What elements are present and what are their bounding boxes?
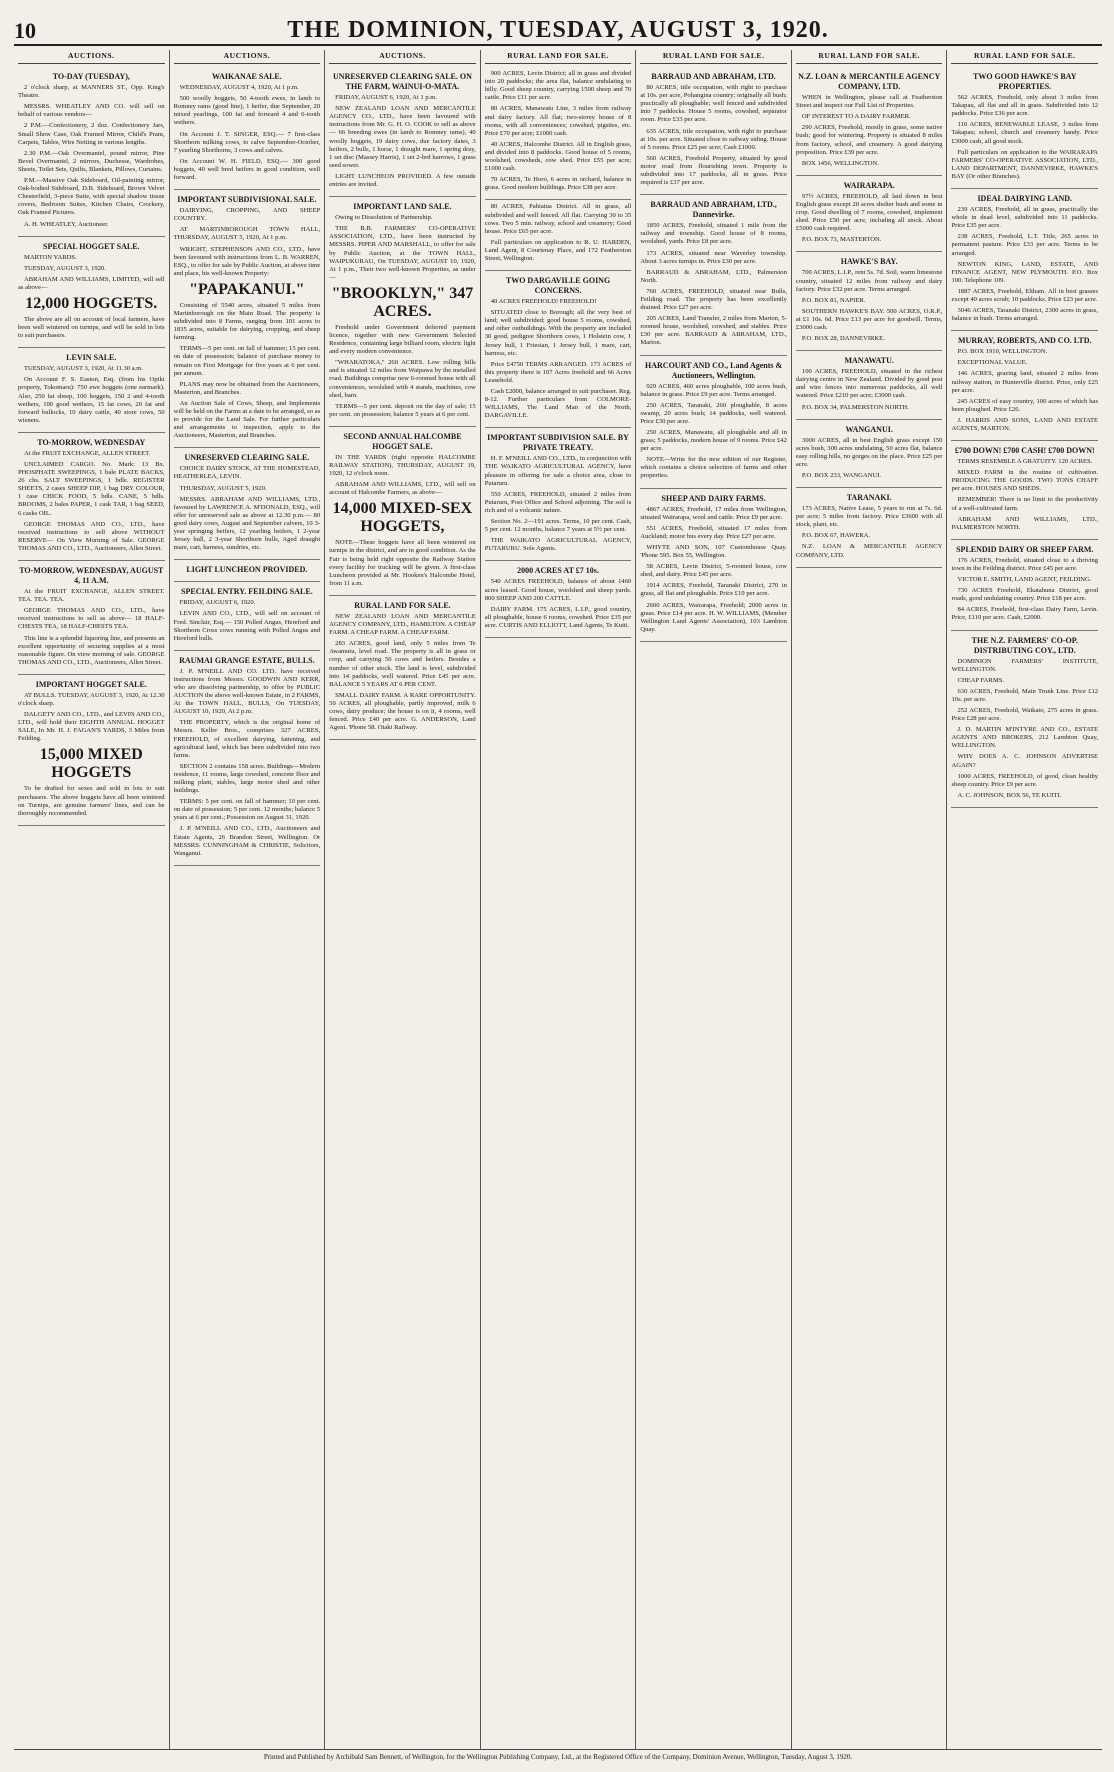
advertisement (640, 356, 787, 489)
ad-paragraph: VICTOR E. SMITH, LAND AGENT, FEILDING. (957, 576, 1092, 584)
ad-title: SPECIAL ENTRY. FEILDING SALE. (181, 587, 313, 597)
ad-paragraph: H. F. M'NEILL AND CO., LTD., in conjunction with THE WAIKATO AGRICULTURAL AGENCY, have pleasure in offering for sale a choice area, close to Putaruru. (484, 455, 632, 487)
ad-paragraph: 97½ ACRES, FREEHOLD, all laid down in best English grass except 20 acres shelter bush and some in crop. Good dwelling of 7 rooms, cowshed, implement shed. Price £50 per acre, including all stock. About £5000 cash required. (795, 192, 943, 233)
ad-title: TWO GOOD HAWKE'S BAY PROPERTIES. (973, 72, 1077, 92)
ad-paragraph: MIXED FARM in the routine of cultivation. PRODUCING THE GOODS. TWO TONS CHAFF per acre. HOUSES AND SHEDS. (951, 469, 1099, 493)
ad-paragraph: 4867 ACRES, Freehold, 17 miles from Wellington, situated Wairarapa, wool and cattle. Price £9 per acre. (640, 505, 787, 521)
ad-headline: 15,000 MIXED HOGGETS (39, 746, 143, 782)
advertisement (951, 331, 1098, 441)
ad-paragraph: 1914 ACRES, Freehold, Taranaki District, 270 in grass, all flat and ploughable. Price £19 per acre. (640, 582, 787, 598)
advertisement (18, 67, 165, 237)
advertisement (174, 67, 321, 190)
ad-paragraph: WEDNESDAY, AUGUST 4, 1920, At 1 p.m. (179, 84, 299, 92)
ad-paragraph: P.O. BOX 73, MASTERTON. (801, 236, 882, 244)
ad-title: HARCOURT AND CO., Land Agents & Auctioneers, Wellington. (645, 360, 783, 380)
ad-title: £700 DOWN! £700 CASH! £700 DOWN! (954, 446, 1095, 456)
ad-paragraph: On Account J. T. SINGER, ESQ.— 7 first-class Shorthorn milking cows, to calve September-October, 7 yearling Shorthorns, 3 cows and calves. (173, 130, 321, 154)
ad-paragraph: The above are all on account of local farmers, have been well wintered on turnips, and will be sold in lots to suit purchasers. (18, 315, 165, 340)
ad-paragraph: 760 ACRES, FREEHOLD, situated near Bulls, Feilding road. The property has been excellently drained. Price £27 per acre. (640, 287, 787, 312)
advertisement (796, 252, 943, 351)
ad-paragraph: P.O. BOX 81, NAPIER. (801, 296, 866, 304)
imprint-footer: Printed and Published by Archibald Sam Bennett, of Wellington, for the Wellington Publishing Company, Ltd., at the Registered Office of the Company, Dominion Avenue, Wellington, Tuesday, August 3, 1920. (14, 1749, 1102, 1762)
ad-paragraph: 900 ACRES, Levin District; all in grass and divided into 20 paddocks; the area flat, balance undulating to hilly. Good sheep country, carrying 1500 sheep and 70 cattle. Price £11 per acre. (484, 70, 632, 102)
ad-paragraph: 40 ACRES, Halcombe District. All in English grass, and divided into 8 paddocks. Good house of 5 rooms, woolshed, cowsheds, cow shed. Price £55 per acre; £1000 cash. (484, 140, 632, 173)
advertisement (951, 67, 1098, 189)
ad-title: IMPORTANT LAND SALE. (353, 202, 452, 212)
ad-paragraph: MESSRS. WHEATLEY AND CO. will sell on behalf of various vendors— (18, 103, 165, 119)
ad-paragraph: 562 ACRES, Freehold, only about 3 miles from Takapau, all flat and all in grass. Subdivided into 12 paddocks. Price £36 per acre. (951, 94, 1099, 118)
ad-title: BARRAUD AND ABRAHAM, LTD. (651, 72, 776, 82)
ad-paragraph: FRIDAY, AUGUST 6, 1920. (179, 599, 256, 607)
ad-paragraph: NEWTON KING, LAND, ESTATE, AND FINANCE AGENT, NEW PLYMOUTH. P.O. Box 100. Telephone 109. (951, 260, 1099, 284)
ad-title: IMPORTANT SUBDIVISION SALE. BY PRIVATE TREATY. (487, 433, 629, 453)
column-heading: RURAL LAND FOR SALE. (796, 50, 943, 64)
ad-paragraph: 58 ACRES, Levin District, 5-roomed house, cow shed, and dairy. Price £45 per acre. (640, 563, 787, 579)
ad-body (640, 222, 787, 347)
ad-paragraph: ABRAHAM AND WILLIAMS, LTD., PALMERSTON NORTH. (951, 515, 1099, 531)
ad-title: LIGHT LUNCHEON PROVIDED. (186, 565, 308, 575)
column-heading: AUCTIONS. (329, 50, 476, 64)
column-heading: AUCTIONS. (18, 50, 165, 64)
ad-paragraph: PLANS may now be obtained from the Auctioneers, Masterton, and Branches. (173, 380, 321, 396)
ad-title: IMPORTANT SUBDIVISIONAL SALE. (177, 195, 317, 205)
column-7 (946, 50, 1102, 1750)
advertisement (796, 488, 943, 568)
ad-paragraph: 146 ACRES, grazing land, situated 2 miles from railway station, in Hunterville district. Price, only £25 per acre. (951, 370, 1099, 394)
ad-body (796, 368, 943, 411)
ad-paragraph: SMALL DAIRY FARM. A RARE OPPORTUNITY. 50 ACRES, all ploughable, partly improved, milk 6 cows, dairy produce; the house is on it, 4 rooms, well fenced. Price £40 per acre. G. ANDERSON, Land Agent. 'Phone 58. Otaki Railway. (329, 691, 476, 732)
ad-title: WAIKANAE SALE. (211, 72, 282, 82)
advertisement (951, 441, 1098, 540)
ad-paragraph: 2600 ACRES, Wairarapa, Freehold; 2000 acres in grass. Price £14 per acre. H. W. WILLIAMS, (Member Wellington Land Agents' Association), 103 Lambton Quay. (640, 601, 787, 633)
ad-paragraph: DAIRY FARM. 175 ACRES, L.I.P., good country, all ploughable, house 6 rooms, cowshed. Price £35 per acre. CURTIS AND ELLIOTT, Land Agents, Te Kuiti. (484, 605, 632, 629)
ad-paragraph: Price £4750 TERMS ARRANGED. 173 ACRES of this property there is 107 Acres freehold and 66 Acres Leasehold. (484, 360, 632, 384)
ad-title: SECOND ANNUAL HALCOMBE HOGGET SALE. (343, 431, 462, 451)
ad-paragraph: 635 ACRES, title occupation, with right to purchase at 10s. per acre. Situated close to railway siding. House of 5 rooms. Price £25 per acre; Cash £1000. (640, 127, 787, 151)
ad-body (18, 785, 165, 817)
ad-paragraph: 245 ACRES of easy country, 100 acres of which has been ploughed. Price £26. (951, 397, 1099, 413)
ad-title: HAWKE'S BAY. (840, 257, 898, 267)
ad-body (174, 465, 321, 552)
ad-paragraph: 173 ACRES, situated near Waverley township. About 3 acres turnips in. Price £30 per acre. (640, 249, 787, 265)
ad-title: BARRAUD AND ABRAHAM, LTD., Dannevirke. (650, 200, 777, 220)
advertisement (329, 67, 476, 197)
ad-paragraph: BARRAUD & ABRAHAM, LTD., Palmerston North. (640, 268, 787, 284)
ad-paragraph: MESSRS. ABRAHAM AND WILLIAMS, LTD., favoured by LAWRENCE A. M'DONALD, ESQ., will offer for unreserved sale as above at 12.30 p.m.— 80 good dairy cows, August and September calvers, 10 3-year springing heifers, 12 yearling heifers, 1 2-year Jersey bull, 2 3-year Shorthorn bulls, Aged draught mare, cart, harness, sundries, etc. (173, 495, 321, 552)
ad-paragraph: DAIRYING, CROPPING, AND SHEEP COUNTRY. (173, 207, 321, 223)
advertisement (18, 348, 165, 433)
ad-paragraph: AT MARTINBOROUGH TOWN HALL, THURSDAY, AUGUST 5, 1920, At 1 p.m. (173, 226, 321, 242)
ad-paragraph: A. C. JOHNSON, BOX 56, TE KUITI. (957, 791, 1062, 799)
ad-body (951, 206, 1098, 323)
ad-title: MANAWATU. (844, 356, 894, 366)
ad-body (485, 455, 632, 553)
ad-body (18, 316, 165, 340)
ad-paragraph: 205 ACRES, Land Transfer, 2 miles from Marton, 5-roomed house, woolshed, cowshed, and stables. Price £30 per acre. BARRAUD & ABRAHAM, LTD., Marton. (640, 315, 787, 347)
ad-headline: "BROOKLYN," 347 ACRES. (331, 284, 474, 320)
ad-paragraph: 1850 ACRES, Freehold, situated 1 mile from the railway and township. Good house of 8 rooms, woolshed, yards. Price £8 per acre. (640, 222, 787, 246)
column-heading: RURAL LAND FOR SALE. (640, 50, 787, 64)
ad-paragraph: TUESDAY, AUGUST 3, 1920. (24, 264, 106, 272)
ad-paragraph: 1887 ACRES, Freehold, Eltham. All in best grasses except 40 acres scrub; 10 paddocks. Price £23 per acre. (951, 287, 1099, 303)
ad-body (485, 298, 632, 420)
advertisement (18, 561, 165, 675)
ad-title: IDEAL DAIRYING LAND. (977, 194, 1073, 204)
ad-paragraph: THE WAIKATO AGRICULTURAL AGENCY, PUTARURU. Sole Agents. (484, 537, 632, 553)
ad-paragraph: LEVIN AND CO., LTD., will sell on account of Fred. Sinclair, Esq.— 150 Polled Angus, Hereford and Shorthorn Cross cows running with Polled Angus and Hereford bulls. (173, 610, 321, 642)
ad-paragraph: 500 woolly hoggets, 50 4-tooth ewes, in lamb to Romney rams (good line), 1 heifer, due September, 20 mixed yearlings, 100 fat and forward 4 and 6-tooth wethers. (173, 95, 321, 127)
ad-title: LEVIN SALE. (66, 353, 117, 363)
ad-paragraph: DOMINION FARMERS' INSTITUTE, WELLINGTON. (951, 657, 1099, 673)
ad-paragraph: 700 ACRES, L.I.P., rent 5s. 7d. Soil, warm limestone country, situated 12 miles from railway and dairy factory. Price £32 per acre. Terms arranged. (795, 269, 943, 293)
masthead (14, 0, 1102, 46)
ad-title: TO-MORROW, WEDNESDAY (37, 437, 146, 447)
ad-paragraph: P.O. BOX 67, HAWERA. (801, 532, 871, 540)
ad-body (329, 613, 476, 732)
ad-paragraph: At the FRUIT EXCHANGE, ALLEN STREET. TEA. TEA. TEA. (18, 588, 165, 604)
ad-paragraph: 929 ACRES, 460 acres ploughable, 100 acres bush, balance in grass. Price £9 per acre. Terms arranged. (640, 382, 787, 398)
column-heading: RURAL LAND FOR SALE. (485, 50, 632, 64)
ad-paragraph: GEORGE THOMAS AND CO., LTD., have received instructions to sell above WITHOUT RESERVE— On View Morning of Sale. GEORGE THOMAS AND CO., LTD., Auctioneers, Allen Street. (18, 520, 165, 552)
ad-paragraph: THE B.B. FARMERS' CO-OPERATIVE ASSOCIATION, LTD., have been instructed by MESSRS. PIPER AND MARSHALL, to offer for sale by Public Auction, at the TOWN HALL, WAIPUKURAU, On TUESDAY, AUGUST 10, 1920, At 1 p.m., Their two well-known Properties, as under— (329, 225, 476, 281)
ad-paragraph: 560 ACRES, Freehold Property, situated by good motor road from flourishing town. Property is subdivided into 17 paddocks, all in grass. Price required is £37 per acre. (640, 154, 787, 187)
advertisement (796, 351, 943, 419)
ad-body (796, 193, 943, 245)
advertisement (174, 651, 321, 866)
advertisement (174, 190, 321, 448)
ad-paragraph: AT BULLS. TUESDAY, AUGUST 3, 1920, At 12.30 o'clock sharp. (18, 691, 165, 707)
ad-paragraph: A. H. WHEATLEY, Auctioneer. (24, 220, 109, 228)
ad-headline: 14,000 MIXED-SEX HOGGETS, (332, 500, 473, 536)
ad-title: SPECIAL HOGGET SALE. (43, 241, 140, 251)
ad-paragraph: Full particulars on application to R. U. HARDEN, Land Agent, 8 Courtenay Place, and 172 Featherston Street, Wellington. (484, 238, 632, 262)
advertisement (640, 489, 787, 642)
ad-paragraph: SECTION 2 contains 158 acres. Buildings—Modern residence, 11 rooms, large cowshed, concrete floor and milking plant, stables, large motor shed and other buildings. (173, 762, 321, 795)
ad-paragraph: 100 ACRES, FREEHOLD, situated in the richest dairying centre in New Zealand. Divided by good post and wire fences into numerous paddocks, all well watered. Price £210 per acre; £3000 cash. (795, 368, 943, 400)
advertisement (951, 631, 1098, 808)
ad-paragraph: 540 ACRES FREEHOLD, balance of about 1460 acres leased. Good house, woolshed and sheep yards. 800 SHEEP AND 200 CATTLE. (484, 578, 632, 602)
ad-paragraph: 550 ACRES, FREEHOLD, situated 2 miles from Putaruru, Post Office and School adjoining. The soil is rich and of a volcanic nature. (484, 490, 632, 514)
ad-paragraph: 252 ACRES, Freehold, Waikato, 275 acres in grass. Price £28 per acre. (951, 706, 1099, 723)
ad-paragraph: REMEMBER! There is no limit to the productivity of a well-cultivated farm. (951, 496, 1099, 512)
ad-body (174, 84, 321, 182)
advertisement (174, 560, 321, 582)
ad-paragraph: GEORGE THOMAS AND CO., LTD., have received instructions to sell as above— 18 HALF-CHESTS TEA, 18 HALF-CHESTS TEA. (18, 607, 165, 631)
ad-paragraph: FRIDAY, AUGUST 6, 1920, At 1 p.m. (335, 94, 438, 102)
ad-paragraph: 239 ACRES, Freehold, all in grass, practically the whole in dead level, subdivided into 11 paddocks. Price £35 per acre. (951, 206, 1099, 230)
column-5 (635, 50, 791, 1750)
ad-body (18, 588, 165, 667)
advertisement (329, 596, 476, 740)
ad-title: UNRESERVED CLEARING SALE. ON THE FARM, WAINUI-O-MATA. (333, 72, 472, 92)
ad-paragraph: J. HARRIS AND SONS, LAND AND ESTATE AGENTS, MARTON. (951, 416, 1099, 432)
ad-paragraph: Owing to Dissolution of Partnership. (335, 214, 433, 222)
ad-body (18, 692, 165, 744)
ad-paragraph: Cash £2000, balance arranged to suit purchaser. Reg. 8-12. Further particulars from COLMORE-WILLIAMS, The Land Man of the North, DARGAVILLE. (484, 388, 632, 420)
ad-paragraph: WHY DOES A. C. JOHNSON ADVERTISE AGAIN? (951, 753, 1099, 769)
ad-body (951, 458, 1098, 532)
ad-paragraph: P.O. BOX 233, WANGANUI. (801, 472, 882, 479)
ad-paragraph: On Account F. S. Easton, Esq. (from his Opiki property, Tokomaru): 750 ewe hoggets (one earmark). Also, 250 fat sheep, 100 hoggets, 150 2 and 4-tooth wethers, 100 good wethers, 15 fat cows, 20 fat and forward bullocks, 10 dairy cattle, 40 store cows, 50 wieners. (18, 376, 165, 424)
ad-paragraph: TUESDAY, AUGUST 3, 1920, At 11.30 a.m. (24, 365, 144, 373)
ad-title: SHEEP AND DAIRY FARMS. (661, 493, 766, 503)
ad-title: TWO DARGAVILLE GOING CONCERNS. (505, 276, 611, 296)
ad-title: 2000 ACRES AT £7 10s. (517, 566, 599, 576)
ad-paragraph: To be drafted for sexes and sold in lots to suit purchasers. The above hoggets have all been wintered on Turnips, are genuine farmers' lines, and can be thoroughly recommended. (18, 785, 165, 817)
advertisement (485, 271, 632, 428)
column-3 (324, 50, 480, 1750)
ad-body (640, 84, 787, 187)
ad-paragraph: 84 ACRES, Freehold, first-class Dairy Farm, Levin. Price, £110 per acre. Cash, £2000. (951, 606, 1099, 622)
ad-paragraph: 730 ACRES Freehold, Ekatahuna District, good roads, good undulating country. Price £18 per acre. (951, 587, 1099, 603)
ad-paragraph: Consisting of 5540 acres, situated 5 miles from Martinborough on the Main Road. The property is subdivided into 8 Farms, ranging from 101 acres to 1835 acres, suitable for dairying, cropping, and sheep farming. (173, 301, 321, 342)
ad-paragraph: EXCEPTIONAL VALUE. (957, 359, 1028, 367)
ad-title: TARANAKI. (846, 493, 892, 503)
ad-paragraph: 283 ACRES, good land, only 5 miles from Te Awamutu, level road. The property is all in grass or crop, and carrying 50 cows and heifers. Besides a number of other stock. The land is level, subdivided into 14 paddocks, well watered. Price £45 per acre. BALANCE 5 YEARS AT 6 PER CENT. (329, 640, 476, 688)
ad-paragraph: SITUATED close to Borough; all the very best of land; well subdivided; good house 5 rooms, cowshed, and other outbuildings. With the property are included 30 good, pedigree Shorthorn cows, 1 Holstein cow, 1 Jersey bull, 1 Friesian, 1 Jersey bull, 1 mare, cart, harness, etc. (484, 309, 632, 357)
ad-paragraph: 80 ACRES, Pahiatua District. All in grass, all subdivided and well fenced. All flat. Carrying 30 to 35 cows. Two 5 min. railway, school and creamery; Good house. Price £65 per acre. (484, 203, 632, 235)
advertisement (485, 561, 632, 638)
ad-paragraph: THURSDAY, AUGUST 5, 1920. (179, 484, 267, 492)
columns (14, 50, 1102, 1750)
column-heading: RURAL LAND FOR SALE. (951, 50, 1098, 64)
ad-title: RAUMAI GRANGE ESTATE, BULLS. (179, 655, 315, 665)
ad-paragraph: J. P. M'NEILL AND CO., LTD., Auctioneers and Estate Agents, 26 Brandon Street, Wellington. Or MESSRS. CUNNINGHAM & CHRISTIE, Solicitors, Wanganui. (173, 825, 321, 857)
ad-paragraph: P.O. BOX 1910, WELLINGTON. (957, 348, 1048, 356)
ad-body (485, 70, 632, 192)
ad-paragraph: 238 ACRES, Freehold, L.T. Title, 265 acres in permanent pasture. Price £33 per acre. Terms to be arranged. (951, 233, 1099, 257)
advertisement (796, 420, 943, 488)
ad-paragraph: UNCLAIMED CARGO. No. Mark: 13 Bx. PHOSPHATE SWEEPINGS, 1 bale PLATE BACKS, 26 chs. SALT SWEEPINGS, 1 bdle. REGISTER SHEETS, 2 cases SHEEP DIP, 1 bag DRY COLOUR, 1 case CHICK FOOD, 5 bdls. CANE, 5 bdls. BROOMS, 2 bales PAPER, 1 cask TAR, 1 bag SEED, 6 casks OIL. (18, 461, 165, 517)
advertisement (174, 448, 321, 560)
advertisement (951, 189, 1098, 331)
ad-title: MURRAY, ROBERTS, AND CO. LTD. (957, 336, 1092, 346)
ad-paragraph: 2 P.M.—Confectionery, 2 doz. Confectionery Jars, Small Show Case, Oak Framed Mirror, Child's Pram, Carpets, Tables, Wire Netting in various lengths. (18, 122, 165, 146)
advertisement (18, 675, 165, 826)
ad-paragraph: MARTON YARDS. (24, 253, 77, 261)
ad-body (796, 94, 943, 168)
ad-paragraph: "WHARATOKA," 260 ACRES. Low rolling hills and is situated 12 miles from Waipawa by the metalled road. Buildings comprise new 6-roomed house with all conveniences, woolshed with 4 stands, machines, cow shed, barn. (329, 359, 476, 399)
ad-paragraph: At the FRUIT EXCHANGE, ALLEN STREET. (24, 449, 151, 457)
ad-body (796, 269, 943, 343)
advertisement (485, 200, 632, 271)
ad-paragraph: 80 ACRES, Manawatu Line, 3 miles from railway and dairy factory. All flat; two-storey house of 8 rooms, with all conveniences; cowshed, pigsties, etc. Price £70 per acre; £1000 cash. (484, 105, 632, 137)
ad-paragraph: P.M.—Massive Oak Sideboard, Oil-painting mirror, Oak-bodied Sideboard, D.B. Sideboard, Brown Velvet Chesterfield, 3-piece Suite, with special shadow tissue covers, Bedroom Suites, Kitchen Chairs, Crockery, Oak Framed Pictures. (18, 177, 165, 217)
ad-body (18, 365, 165, 425)
ad-title: WAIRARAPA. (843, 180, 895, 190)
ad-paragraph: TERMS RESEMBLE A GRATUITY. 120 ACRES. (957, 458, 1093, 466)
column-4 (480, 50, 636, 1750)
ad-paragraph: 250 ACRES, Manawatu, all ploughable and all in grass; 5 paddocks, modern house of 9 rooms. Price £42 per acre. (640, 429, 787, 453)
ad-body (640, 383, 787, 481)
ad-body (329, 94, 476, 189)
ad-paragraph: 3000 ACRES, all in best English grass except 150 acres bush, 300 acres undulating, 50 acres flat, balance easy rolling hills, no gorges on the place. Price £25 per acre. (795, 436, 943, 468)
ad-paragraph: WRIGHT, STEPHENSON AND CO., LTD., have been favoured with instructions from L. B. WARREN, ESQ., to offer for sale by Public Auction, at above time and place, his well-known Property: (173, 245, 321, 277)
ad-paragraph: N.Z. LOAN & MERCANTILE AGENCY COMPANY, LTD. (795, 543, 943, 559)
ad-paragraph: IN THE YARDS (right opposite HALCOMBE RAILWAY STATION), THURSDAY, AUGUST 19, 1920, 12 o'clock noon. (329, 453, 476, 478)
ad-paragraph: 551 ACRES, Freehold, situated 17 miles from Auckland; motor bus every day. Price £27 per acre. (640, 524, 787, 540)
ad-body (174, 302, 321, 441)
advertisement (951, 540, 1098, 631)
column-1 (14, 50, 169, 1750)
advertisement (329, 197, 476, 427)
ad-paragraph: Freehold under Government deferred payment licence, together with new Government Selected Residence, containing large billiard room, electric light and every modern convenience. (329, 323, 476, 356)
ad-paragraph: P.O. BOX 34, PALMERSTON NORTH. (801, 403, 909, 411)
ad-title: IMPORTANT HOGGET SALE. (35, 679, 147, 689)
ad-title: RURAL LAND FOR SALE. (354, 600, 451, 610)
ad-title: UNRESERVED CLEARING SALE. (184, 453, 310, 463)
ad-paragraph: THE PROPERTY, which is the original home of Messrs. Keller Bros., comprises 327 ACRES, FREEHOLD, of excellent dairying, fattening, and agricultural land, which has been subdivided into two farms. (173, 719, 321, 759)
ad-paragraph: WHYTE AND SON, 107 Customhouse Quay. 'Phone 595. Box 55, Wellington. (640, 543, 787, 560)
ad-paragraph: 173 ACRES, Native Lease, 5 years to run at 7s. 6d. per acre; 5 miles from factory. Price £3600 with all stock, plant, etc. (795, 505, 943, 529)
column-6 (791, 50, 947, 1750)
ad-body (485, 578, 632, 630)
ad-paragraph: BOX 1456, WELLINGTON. (801, 159, 879, 167)
ad-paragraph: OF INTEREST TO A DAIRY FARMER. (801, 113, 911, 121)
ad-paragraph: DALGETY AND CO., LTD., and LEVIN AND CO., LTD., will hold their EIGHTH ANNUAL HOGGET SALE, In Mr. H. J. FAGAN'S YARDS, 3 Miles from Feilding. (18, 711, 165, 743)
page-number: 10 (14, 18, 36, 43)
ad-paragraph: J. D. MARTIN M'INTYRE AND CO., ESTATE AGENTS AND BROKERS, 212 Lambton Quay, WELLINGTON. (951, 726, 1099, 750)
ad-paragraph: 630 ACRES, Freehold, Main Trunk Line. Price £12 10s. per acre. (951, 687, 1099, 703)
ad-body (329, 214, 476, 282)
ad-title: WANGANUI. (845, 424, 893, 434)
ad-paragraph: 40 ACRES FREEHOLD! FREEHOLD! (490, 298, 597, 306)
ad-body (18, 450, 165, 553)
ad-headline: 12,000 HOGGETS. (25, 294, 158, 312)
advertisement (174, 582, 321, 650)
advertisement (796, 67, 943, 176)
ad-title: TO-MORROW, WEDNESDAY, AUGUST 4, 11 A.M. (19, 566, 164, 586)
ad-paragraph: CHEAP FARMS. (957, 676, 1005, 684)
ad-body (174, 668, 321, 858)
ad-paragraph: NOTE—Write for the new edition of our Register, which contains a choice selection of farms and other properties. (640, 456, 787, 480)
ad-paragraph: TERMS: 5 per cent. on fall of hammer; 10 per cent. on date of possession; 5 per cent. 12 months; balance 5 years at 6 per cent.; Possession on August 31, 1920. (173, 798, 321, 822)
ad-paragraph: Full particulars on application to the WAIRARAPA FARMERS' CO-OPERATIVE ASSOCIATION, LTD., LAND DEPARTMENT, DANNEVIRKE, HAWKE'S BAY (Or other Branches). (951, 148, 1099, 180)
advertisement (18, 237, 165, 349)
ad-paragraph: 176 ACRES, Freehold, situated close to a thriving town in the Feilding district. Price £45 per acre. (951, 556, 1099, 572)
ad-body (329, 539, 476, 588)
ad-title: SPLENDID DAIRY OR SHEEP FARM. (956, 544, 1094, 554)
advertisement (640, 67, 787, 195)
advertisement (485, 67, 632, 200)
ad-paragraph: 2 o'clock sharp, at MANNERS ST., Opp. King's Theatre. (18, 84, 165, 100)
ad-paragraph: TERMS—5 per cent. deposit on the day of sale; 15 per cent. on possession; balance 5 years at 6 per cent. (329, 402, 476, 418)
advertisement (640, 195, 787, 355)
ad-body (329, 454, 476, 497)
ad-paragraph: NOTE—These hoggets have all been wintered on turnips in the district, and are in good condition. As the Fair is being held right opposite the Railway Station every facility for trucking will be given. A first-class Luncheon provided at Mr. Hooken's Halcombe Hotel, from 11 a.m. (329, 539, 476, 587)
advertisement (485, 428, 632, 561)
ad-body (951, 94, 1098, 181)
ad-body (18, 84, 165, 229)
ad-paragraph: 290 ACRES, Freehold, mostly in grass, some native bush; good for wintering. Property is situated 8 miles from factory, school, and creamery. A good dairying proposition. Price £39 per acre. (795, 124, 943, 156)
ad-body (174, 599, 321, 642)
ad-body (951, 557, 1098, 623)
ad-body (951, 658, 1098, 800)
ad-paragraph: 1000 ACRES, FREEHOLD, of good, clean healthy sheep country. Price £9 per acre. (951, 772, 1099, 788)
ad-paragraph: ABRAHAM AND WILLIAMS, LTD., will sell on account of Halcombe Farmers, as above— (329, 481, 476, 497)
ad-body (796, 437, 943, 480)
ad-paragraph: An Auction Sale of Cows, Sheep, and Implements will be held on the Farms at a date to be arranged, so as to provide for the Land Sale. For further particulars and arrangements to inspection, apply to the Auctioneers, Masterton, and Branches. (173, 399, 321, 440)
ad-title: N.Z. LOAN & MERCANTILE AGENCY COMPANY, LTD. (798, 72, 941, 92)
ad-body (796, 505, 943, 560)
ad-paragraph: SOUTHERN HAWKE'S BAY. 500 ACRES, O.R.P., at £1 10s. 6d. Price £13 per acre for goodwill. Terms, £3000 cash. (795, 307, 943, 331)
ad-paragraph: This line is a splendid liquoring line, and presents an excellent opportunity of securing supplies at a most reasonable figure. On view morning of sale. GEORGE THOMAS AND CO., LTD., Auctioneers, Allen Street. (18, 634, 165, 666)
ad-paragraph: J. P. M'NEILL AND CO. LTD. have received instructions from Messrs. GOODWIN AND KERR, who are dissolving partnership, to offer by PUBLIC AUCTION the above well-known Estate, in 2 FARMS, At the TOWN HALL, BULLS, On TUESDAY, AUGUST 10, 1920, At 2 p.m. (173, 667, 321, 716)
ad-paragraph: ABRAHAM AND WILLIAMS, LIMITED, will sell as above— (18, 275, 165, 291)
ad-body (640, 506, 787, 634)
advertisement (18, 433, 165, 561)
ad-paragraph: NEW ZEALAND LOAN AND MERCANTILE AGENCY CO., LTD., have been favoured with instructions from Mr. G. H. O. COOK to sell as above— 66 breeding ewes (in lamb to Romney rams), 40 woolly hoggets, 19 dairy cows, due factory dates, 3 heifers, 2 bulls, 1 horse, 1 draught mare, 1 spring dray, 1 set disc (Massey Harris), 1 set 2-brd harrows, 1 grass seed sower. (329, 105, 476, 169)
ad-headline: "PAPAKANUI." (189, 280, 305, 298)
ad-paragraph: 3046 ACRES, Taranaki District, 2300 acres in grass, balance in bush. Terms arranged. (951, 307, 1099, 323)
ad-paragraph: 80 ACRES, title occupation, with right to purchase at 10s. per acre, Pohangina country; originally all bush; practically all ploughable; well fenced and subdivided into 7 paddocks. House 5 rooms, cowshed, separator room. Price £33 per acre. (640, 84, 787, 124)
ad-body (951, 348, 1098, 433)
ad-paragraph: 110 ACRES, RENEWABLE LEASE, 3 miles from Takapau; school, church and creamery handy. Price £3000 cash, all good stock. (951, 121, 1099, 145)
ad-paragraph: 2.30 P.M.—Oak Overmantel, pound mirror, Pine Bevel Overmantel, 2 mirrors, Duchesse, Wardrobes, Sheets, Toilet Sets, Quilts, Blankets, Pillows, Curtains. (18, 149, 165, 173)
ad-title: THE N.Z. FARMERS' CO-OP. DISTRIBUTING COY., LTD. (971, 635, 1078, 655)
ad-paragraph: LIGHT LUNCHEON PROVIDED. A few outside entries are invited. (329, 172, 476, 189)
ad-paragraph: WHEN in Wellington, please call at Featherston Street and inspect our Full List of Properties. (795, 94, 943, 110)
column-heading: AUCTIONS. (174, 50, 321, 64)
ad-paragraph: 70 ACRES, Te Horo, 6 acres in orchard, balance in grass. Good modern buildings. Price £38 per acre. (484, 176, 632, 192)
ad-paragraph: P.O. BOX 28, DANNEVIRKE. (801, 335, 885, 343)
advertisement (796, 176, 943, 253)
ad-paragraph: On Account W. H. FIELD, ESQ.— 300 good hoggets, 40 well bred heifers in good condition, well forward. (173, 157, 321, 182)
advertisement (329, 427, 476, 596)
ad-body (329, 324, 476, 419)
ad-paragraph: CHOICE DAIRY STOCK, AT THE HOMESTEAD, HEATHERLEA, LEVIN. (173, 465, 321, 481)
column-2 (169, 50, 325, 1750)
ad-paragraph: NEW ZEALAND LOAN AND MERCANTILE AGENCY COMPANY, LTD., HAMILTON. A CHEAP FARM. A CHEAP FARM. A CHEAP FARM. (329, 612, 476, 637)
newspaper-title: THE DOMINION, TUESDAY, AUGUST 3, 1920. (287, 17, 829, 43)
ad-title: TO-DAY (TUESDAY), (52, 72, 130, 82)
ad-body (174, 207, 321, 278)
ad-body (485, 203, 632, 263)
ad-body (18, 254, 165, 292)
ad-paragraph: 250 ACRES, Taranaki, 260 ploughable, 8 acres swamp, 20 acres bush; 14 paddocks, well watered. Price £30 per acre. (640, 401, 787, 425)
ad-paragraph: TERMS—5 per cent. on fall of hammer; 15 per cent. on date of possession; balance of purchase money to remain on First Mortgage for five years at 6 per cent. per annum. (173, 345, 321, 377)
ad-paragraph: Section No. 2—191 acres. Terms, 10 per cent. Cash, 5 per cent. 12 months, balance 7 years at 5½ per cent. (484, 518, 632, 534)
